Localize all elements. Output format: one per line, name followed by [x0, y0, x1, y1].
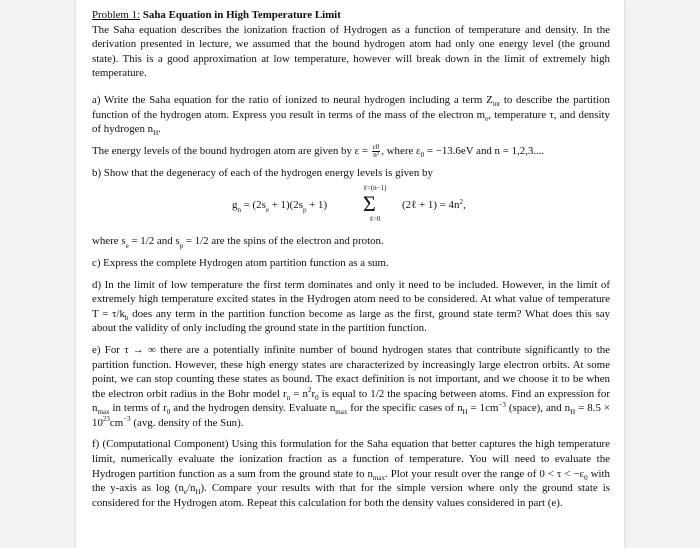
part-e-sup-2: −3 [498, 400, 506, 409]
problem-heading [92, 8, 610, 23]
part-e-sub-6: H [462, 408, 468, 417]
degeneracy-equation [92, 185, 610, 227]
part-d-paragraph [92, 278, 610, 336]
part-d-text-1: d) In the limit of low temperature the first term dominates and only it need to be included. However, in the limit of extremely high temperature excited states in the Hydrogen atom need to be considered. At what value of temperature T = τ/k [92, 278, 610, 320]
part-a-sub-2: e [485, 114, 489, 123]
equation-right-sup: 2 [459, 197, 463, 206]
part-f-sub-3: e [183, 488, 187, 497]
part-a-sub-1: int [492, 100, 501, 109]
part-e-text-10: = 8.5 × 10 [92, 402, 610, 429]
part-a-text-2: to describe the partition function of the hydrogen atom. Express you result in terms of the mass of the electron m [92, 93, 610, 121]
part-d-text-2: does any term in the partition function become as large as the first, ground state term? What does this say about the validity of only including the ground state in the partition function. [92, 307, 611, 335]
part-d-sub: b [124, 313, 129, 322]
equation-right-text: (2ℓ + 1) = 4n [402, 199, 460, 212]
part-e-text-12: (avg. density of the Sun). [130, 416, 244, 429]
part-f-text-3: with the y-axis as log (n [92, 467, 610, 495]
part-e-text-2: = n [290, 387, 308, 400]
document-content [92, 8, 610, 527]
part-e-text-3: r [311, 387, 316, 400]
summation-upper-limit: ℓ=(n−1) [363, 184, 387, 193]
part-e-text-6: and the hydrogen density. Evaluate n [170, 402, 336, 415]
energy-sub: 0 [420, 150, 425, 159]
equation-g-sub: n [237, 205, 241, 214]
spins-sub-1: e [125, 241, 129, 250]
part-f-text-1: f) (Computational Component) Using this formulation for the Saha equation that better captures the high temperature limit, numerically evaluate the ionization fraction as a function of temperature. You will need to evaluate the Hydrogen partition function as a sum from the ground state to n [92, 438, 610, 480]
equation-g: g [232, 199, 238, 212]
problem-title: Saha Equation in High Temperature Limit [142, 9, 341, 21]
part-e-sub-1: n [286, 393, 291, 402]
equation-mid-2: + 1) [306, 199, 328, 212]
part-f-sub-1: max [372, 473, 386, 482]
part-e-paragraph [92, 343, 610, 431]
part-f-paragraph [92, 437, 610, 510]
part-a-text-4: . [158, 123, 161, 136]
energy-text-1: The energy levels of the bound hydrogen atom are given by ε = [92, 144, 371, 157]
part-e-sub-5: max [335, 408, 348, 417]
part-f-text-5: ). Compare your results with that for the simple version where only the ground state is considered for the Hydrogen atom. Repeat this calculation for both the density values considered in part (e). [92, 482, 610, 509]
part-a-paragraph [92, 93, 610, 137]
part-e-text-1: e) For τ → ∞ there are a potentially infinite number of bound hydrogen states that contribute significantly to the partition function. However, these high energy states are characterized by increasingly large electron orbits. At some point, we can stop counting these states as bound. The exact definition is not important, and we choose it to be when the electron orbit radius in the Bohr model r [92, 343, 610, 400]
equation-right-side [402, 198, 466, 213]
document-page [76, 0, 624, 548]
summation [356, 185, 394, 227]
bottom-spacer [92, 517, 610, 527]
part-e-sub-2: 0 [315, 393, 319, 402]
intro-paragraph: The Saha equation describes the ionization fraction of Hydrogen as a function of temperature and density. In the derivation presented in lecture, we assumed that the bound hydrogen atom had only one energy level (the ground state). This is a good approximation at low temperature, however will break down in the limit of extremely high temperature. [92, 23, 610, 80]
part-e-sup-3: 23 [102, 415, 110, 424]
part-f-sub-2: 0 [584, 473, 588, 482]
spins-text-2: = 1/2 and s [128, 235, 180, 248]
equation-left-rest: = (2s [240, 199, 266, 212]
energy-levels-paragraph [92, 144, 610, 159]
energy-text-3: = −13.6eV and n = 1,2,3.... [424, 144, 545, 157]
equation-left-side [232, 198, 327, 213]
part-b-paragraph: b) Show that the degeneracy of each of the hydrogen energy levels is given by [92, 166, 433, 179]
part-e-sup-1: 2 [307, 386, 312, 395]
equation-end: , [462, 199, 466, 212]
equation-sp-sub: p [302, 205, 307, 214]
summation-lower-limit: ℓ=0 [369, 215, 381, 224]
energy-text-2: , where ε [381, 144, 421, 157]
summation-symbol: Σ [363, 191, 376, 217]
problem-label: Problem 1: [92, 9, 141, 21]
part-e-text-8: = 1cm [467, 402, 499, 415]
spins-sub-2: p [179, 241, 184, 250]
part-e-text-7: for the specific cases of n [347, 402, 463, 415]
part-a-sub-3: H [153, 129, 159, 138]
part-c-paragraph: c) Express the complete Hydrogen atom partition function as a sum. [92, 256, 389, 269]
part-e-sup-4: −3 [123, 415, 131, 424]
part-a-text-1: a) Write the Saha equation for the ratio of ionized to neural hydrogen including a term Z [92, 93, 493, 106]
energy-fraction-denominator: n² [373, 150, 379, 159]
spins-paragraph [92, 234, 610, 249]
equation-mid: + 1)(2s [268, 199, 303, 212]
part-a-text-3: , temperature τ, and density of hydrogen n [92, 108, 610, 136]
part-f-sub-4: H [195, 488, 201, 497]
part-e-text-4: is equal to 1/2 the spacing between atoms. Find an expression for n [92, 387, 610, 415]
part-e-sub-7: H [570, 408, 576, 417]
part-f-text-4: /n [187, 482, 196, 495]
part-e-text-5: in terms of r [109, 402, 167, 415]
part-e-sub-3: max [97, 408, 110, 417]
energy-fraction [372, 144, 380, 159]
spins-text-1: where s [92, 235, 126, 248]
part-e-text-9: (space), and n [505, 402, 571, 415]
part-e-text-11: cm [109, 416, 124, 429]
spins-text-3: = 1/2 are the spins of the electron and proton. [183, 235, 384, 248]
equation-se-sub: e [265, 205, 269, 214]
part-e-sub-4: 0 [166, 408, 171, 417]
part-f-text-2: . Plot your result over the range of 0 < τ < −ε [385, 467, 585, 480]
energy-fraction-numerator: ε0 [372, 142, 380, 151]
